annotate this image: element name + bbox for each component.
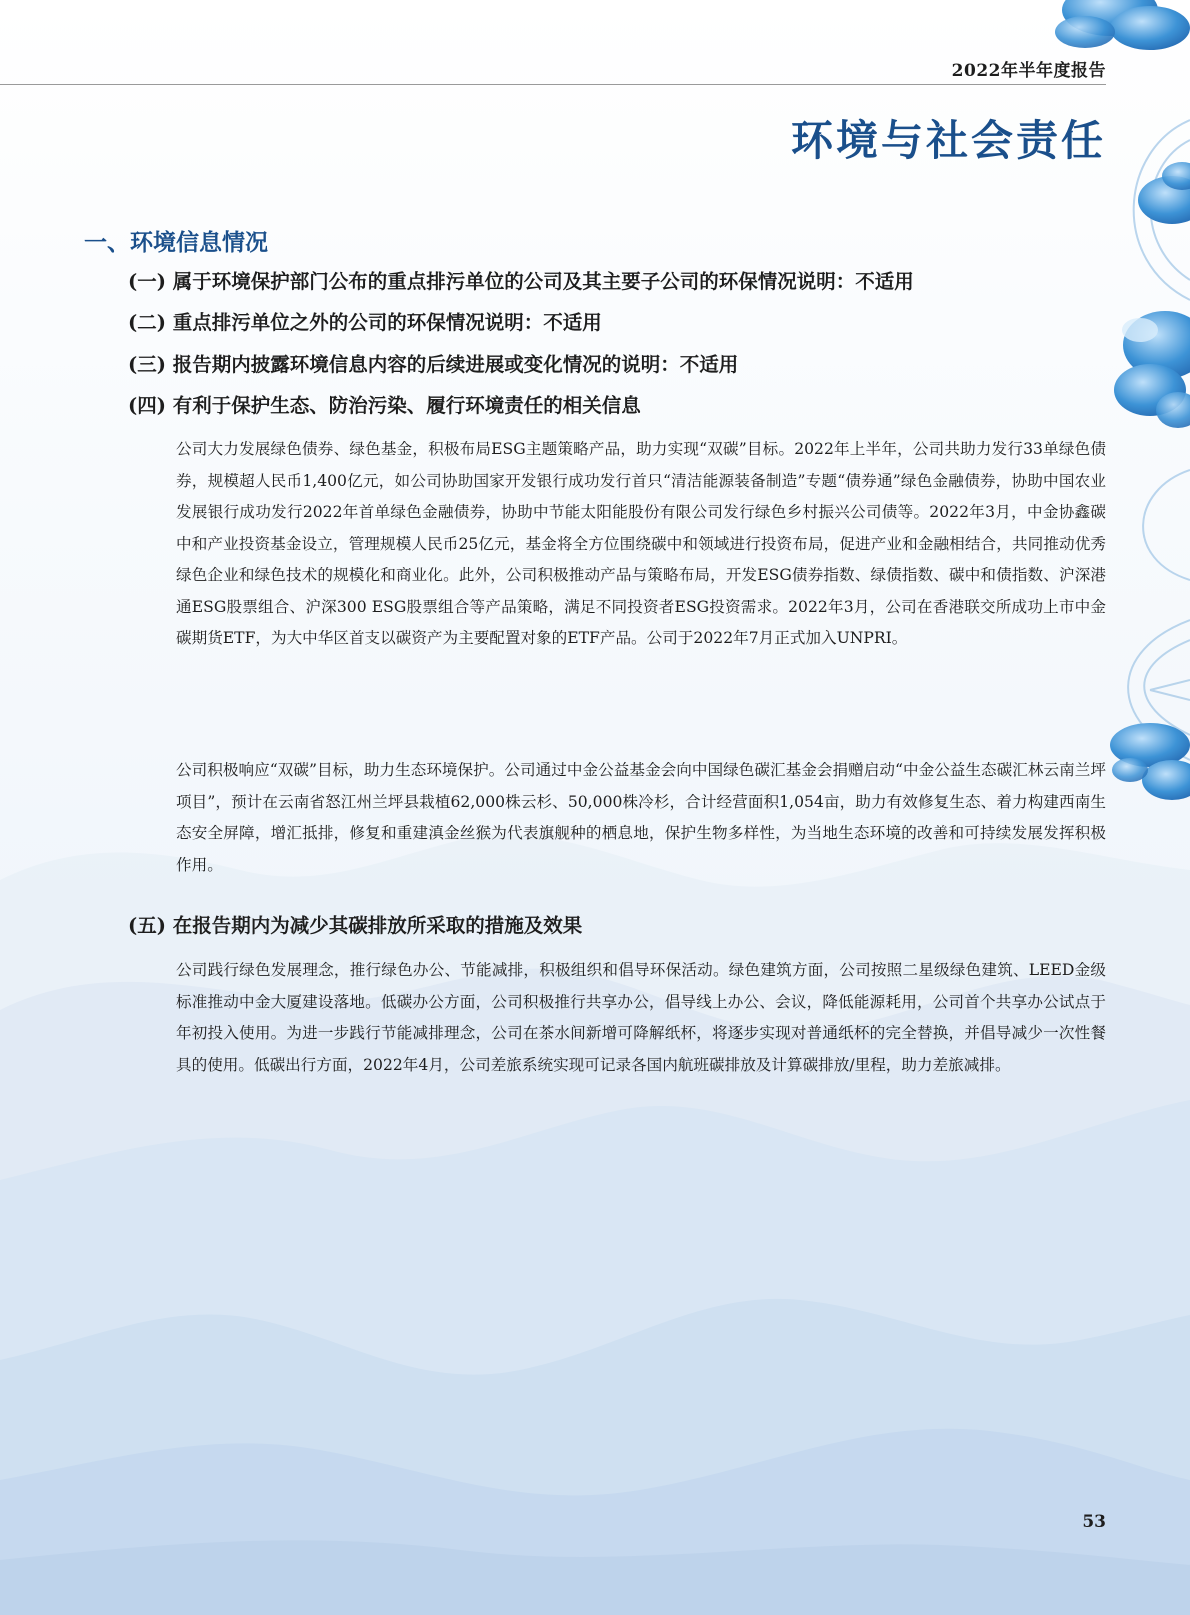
header-divider: [0, 84, 1106, 85]
page-title: 环境与社会责任: [790, 116, 1106, 165]
section-heading: 一、环境信息情况: [84, 229, 268, 256]
paragraph-carbon-sink: 公司积极响应“双碳”目标，助力生态环境保护。公司通过中金公益基金会向中国绿色碳汇基金会捐赠启动“中金公益生态碳汇林云南兰坪项目”，预计在云南省怒江州兰坪县栽植62,000株云杉、50,000株冷杉，合计经营面积1,054亩，助力有效修复生态、着力构建西南生态安全屏障，增汇抵排，修复和重建滇金丝猴为代表旗舰种的栖息地，保护生物多样性，为当地生态环境的改善和可持续发展发挥积极作用。: [176, 761, 1106, 874]
subheading-3: (三) 报告期内披露环境信息内容的后续进展或变化情况的说明：不适用: [128, 353, 739, 376]
page-number: 53: [1082, 1512, 1106, 1532]
paragraph-emission-reduction: 公司践行绿色发展理念，推行绿色办公、节能减排，积极组织和倡导环保活动。绿色建筑方面，公司按照二星级绿色建筑、LEED金级标准推动中金大厦建设落地。低碳办公方面，公司积极推行共享办公，倡导线上办公、会议，降低能源耗用，公司首个共享办公试点于年初投入使用。为进一步践行节能减排理念，公司在茶水间新增可降解纸杯，将逐步实现对普通纸杯的完全替换，并倡导减少一次性餐具的使用。低碳出行方面，2022年4月，公司差旅系统实现可记录各国内航班碳排放及计算碳排放/里程，助力差旅减排。: [176, 961, 1106, 1074]
paragraph-green-finance: 公司大力发展绿色债券、绿色基金，积极布局ESG主题策略产品，助力实现“双碳”目标。2022年上半年，公司共助力发行33单绿色债券，规模超人民币1,400亿元，如公司协助国家开发银行成功发行首只“清洁能源装备制造”专题“债券通”绿色金融债券，协助中国农业发展银行成功发行2022年首单绿色金融债券，协助中节能太阳能股份有限公司发行绿色乡村振兴公司债等。2022年3月，中金协鑫碳中和产业投资基金设立，管理规模人民币25亿元，基金将全方位围绕碳中和领域进行投资布局，促进产业和金融相结合，共同推动优秀绿色企业和绿色技术的规模化和商业化。此外，公司积极推动产品与策略布局，开发ESG债券指数、绿债指数、碳中和债指数、沪深港通ESG股票组合、沪深300 ESG股票组合等产品策略，满足不同投资者ESG投资需求。2022年3月，公司在香港联交所成功上市中金碳期货ETF，为大中华区首支以碳资产为主要配置对象的ETF产品。公司于2022年7月正式加入UNPRI。: [176, 440, 1106, 647]
subheading-5: (五) 在报告期内为减少其碳排放所采取的措施及效果: [128, 914, 583, 937]
subheading-2: (二) 重点排污单位之外的公司的环保情况说明：不适用: [128, 311, 602, 334]
report-label: 2022年半年度报告: [951, 61, 1106, 81]
subheading-4: (四) 有利于保护生态、防治污染、履行环境责任的相关信息: [128, 394, 641, 417]
subheading-1: (一) 属于环境保护部门公布的重点排污单位的公司及其主要子公司的环保情况说明：不适用: [128, 270, 914, 293]
